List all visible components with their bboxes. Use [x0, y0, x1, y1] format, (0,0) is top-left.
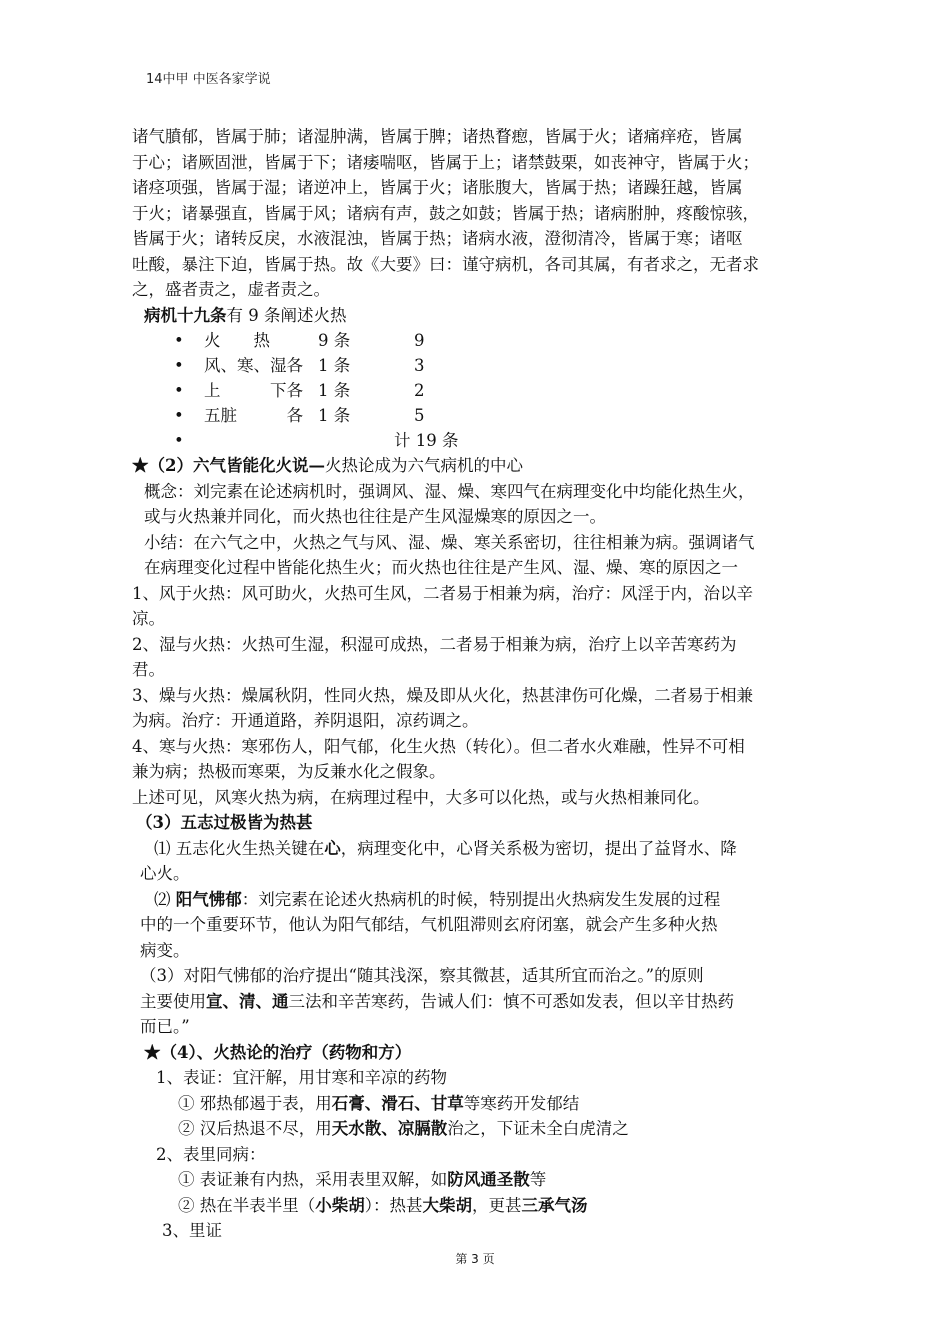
- text-line: 3、里证: [162, 1221, 222, 1240]
- text-line: 诸气膹郁，皆属于肺；诸湿肿满，皆属于脾；诸热瞀瘛，皆属于火；诸痛痒疮，皆属: [132, 127, 743, 146]
- text-bold: 大柴胡: [422, 1195, 472, 1215]
- section-2-rest: 火热论成为六气病机的中心: [324, 456, 523, 475]
- bullet-label: 火 热: [204, 331, 270, 350]
- text-line: 之，盛者责之，虚者责之。: [132, 280, 330, 299]
- text-span: ⑵: [154, 889, 176, 909]
- text-line: 概念：刘完素在论述病机时，强调风、湿、燥、寒四气在病理变化中均能化热生火，: [144, 481, 755, 501]
- text-line: 2、湿与火热：火热可生湿，积湿可成热，二者易于相兼为病，治疗上以辛苦寒药为: [132, 634, 737, 654]
- text-line: 2、表里同病：: [156, 1144, 266, 1164]
- section-4-body: [132, 1065, 822, 1244]
- list-item: [132, 353, 822, 378]
- text-line: （3）对阳气怫郁的治疗提出“随其浅深，察其微甚，适其所宜而治之。”的原则: [140, 966, 704, 985]
- text-line: 1、表证：宜汗解，用甘寒和辛凉的药物: [156, 1068, 447, 1087]
- text-line: 君。: [132, 660, 165, 679]
- text-line: [132, 1167, 822, 1193]
- bullet-dot: •: [174, 406, 184, 425]
- section-2-star: ★（2）: [132, 456, 193, 475]
- text-line: [132, 1193, 822, 1219]
- text-span: ② 汉后热退不尽，用: [178, 1119, 332, 1138]
- bullet-count: 1 条: [318, 406, 351, 425]
- text-line: [132, 1091, 822, 1117]
- text-span: 主要使用: [140, 991, 206, 1011]
- text-span: ② 热在半表半里（: [178, 1195, 316, 1215]
- bullet-total: 2: [414, 381, 425, 400]
- text-line: 小结：在六气之中，火热之气与风、湿、燥、寒关系密切，往往相兼为病。强调诸气: [144, 532, 755, 552]
- bullet-label: 风、寒、湿各: [204, 356, 303, 375]
- text-bold: 防风通圣散: [447, 1170, 530, 1189]
- bullet-total: 9: [414, 331, 425, 350]
- text-line: [132, 836, 822, 862]
- list-item: [132, 403, 822, 428]
- text-line: 凉。: [132, 609, 165, 628]
- bullet-dot: •: [174, 431, 184, 450]
- bingji-heading: [132, 303, 822, 329]
- text-bold: 宣: [206, 991, 223, 1011]
- text-line: 于火；诸暴强直，皆属于风；诸病有声，鼓之如鼓；皆属于热；诸病胕肿，疼酸惊骇，: [132, 203, 759, 223]
- text-bold: 心: [324, 838, 341, 858]
- text-bold: 、: [381, 1119, 398, 1138]
- text-line: 兼为病；热极而寒栗，为反兼水化之假象。: [132, 762, 446, 781]
- bingji-rest: 有 9 条阐述火热: [226, 305, 347, 325]
- text-line: 为病。治疗：开通道路，养阴退阳，凉药调之。: [132, 711, 479, 730]
- text-bold: 凉膈散: [397, 1119, 448, 1138]
- text-bold: 清: [239, 991, 256, 1011]
- text-bold: 石膏、滑石、甘草: [331, 1093, 464, 1113]
- intro-paragraph: [132, 124, 822, 303]
- bullet-dot: •: [174, 331, 184, 350]
- section-2-body: [132, 479, 822, 811]
- text-line: 心火。: [140, 864, 190, 883]
- text-line: 在病理变化过程中皆能化热生火；而火热也往往是产生风、湿、燥、寒的原因之一: [144, 558, 738, 577]
- text-line: 4、寒与火热：寒邪伤人，阳气郁，化生火热（转化）。但二者水火难融，性异不可相: [132, 736, 745, 756]
- text-bold: 小柴胡: [315, 1195, 365, 1215]
- section-2-bold: 六气皆能化火说—: [192, 456, 325, 475]
- text-bold: 三承气汤: [521, 1195, 588, 1215]
- section-4-heading: ★（4）、火热论的治疗（药物和方）: [144, 1042, 412, 1062]
- page-footer: 第 3 页: [455, 1252, 495, 1266]
- text-line: [132, 1116, 822, 1142]
- text-bold: 阳气怫郁: [175, 889, 242, 909]
- text-span: ：刘完素在论述火热病机的时候，特别提出火热病发生发展的过程: [241, 889, 721, 909]
- bullet-label: 五脏 各: [204, 406, 303, 425]
- section-3-heading: （3）五志过极皆为热甚: [136, 813, 313, 832]
- text-span: 等寒药开发郁结: [463, 1093, 580, 1113]
- text-line: [132, 989, 822, 1015]
- list-item: [132, 428, 822, 453]
- text-span: ，病理变化中，心肾关系极为密切，提出了益肾水、降: [340, 838, 737, 858]
- bullet-total: 3: [414, 356, 425, 375]
- text-line: [132, 887, 822, 913]
- text-span: 治之，下证未全白虎清之: [447, 1119, 629, 1138]
- section-3-body: [132, 836, 822, 1040]
- document-body: [132, 124, 822, 1244]
- page-header: 14中甲 中医各家学说: [146, 72, 271, 87]
- text-span: ① 表证兼有内热，采用表里双解，如: [178, 1170, 448, 1189]
- text-line: 3、燥与火热：燥属秋阴，性同火热，燥及即从火化，热甚津伤可化燥，二者易于相兼: [132, 685, 753, 705]
- text-line: 中的一个重要环节，他认为阳气郁结，气机阻滞则玄府闭塞，就会产生多种火热: [140, 915, 718, 934]
- text-bold: 、: [255, 991, 272, 1011]
- list-item: [132, 378, 822, 403]
- bullet-dot: •: [174, 381, 184, 400]
- bullet-list: [132, 328, 822, 453]
- text-span: ）：热甚: [364, 1195, 423, 1215]
- bullet-count: 9 条: [318, 331, 351, 350]
- text-line: 上述可见，风寒火热为病，在病理过程中，大多可以化热，或与火热相兼同化。: [132, 787, 710, 807]
- text-span: 等: [529, 1170, 547, 1189]
- text-bold: 天水散: [331, 1119, 382, 1138]
- text-bold: 、: [222, 991, 239, 1011]
- list-item: [132, 328, 822, 353]
- text-line: 皆属于火；诸转反戾，水液混浊，皆属于热；诸病水液，澄彻清冷，皆属于寒；诸呕: [132, 229, 743, 248]
- bullet-count: 1 条: [318, 356, 351, 375]
- bullet-label: 上 下各: [204, 381, 303, 400]
- text-line: 于心；诸厥固泄，皆属于下；诸痿喘呕，皆属于上；诸禁鼓栗，如丧神守，皆属于火；: [132, 152, 759, 172]
- text-span: 三法和辛苦寒药，告诫人们：慎不可悉如发表，但以辛甘热药: [288, 991, 734, 1011]
- bullet-dot: •: [174, 356, 184, 375]
- section-2-heading: [132, 453, 822, 479]
- text-span: ⑴ 五志化火生热关键在: [154, 838, 325, 858]
- text-span: ① 邪热郁遏于表，用: [178, 1093, 332, 1113]
- text-line: 诸痉项强，皆属于湿；诸逆冲上，皆属于火；诸胀腹大，皆属于热；诸躁狂越，皆属: [132, 178, 743, 197]
- bullet-total: 5: [414, 406, 425, 425]
- text-span: ，更甚: [472, 1195, 522, 1215]
- text-line: 或与火热兼并同化，而火热也往往是产生风湿燥寒的原因之一。: [144, 507, 606, 526]
- bingji-bold: 病机十九条: [144, 305, 227, 325]
- text-line: 而已。”: [140, 1017, 190, 1036]
- text-bold: 通: [272, 991, 289, 1011]
- bullet-count: 1 条: [318, 381, 351, 400]
- text-line: 1、风于火热：风可助火，火热可生风，二者易于相兼为病，治疗：风淫于内，治以辛: [132, 583, 753, 603]
- text-line: 病变。: [140, 940, 190, 960]
- bullet-total: 计 19 条: [394, 431, 459, 450]
- text-line: 吐酸，暴注下迫，皆属于热。故《大要》曰：谨守病机，各司其属，有者求之，无者求: [132, 254, 759, 274]
